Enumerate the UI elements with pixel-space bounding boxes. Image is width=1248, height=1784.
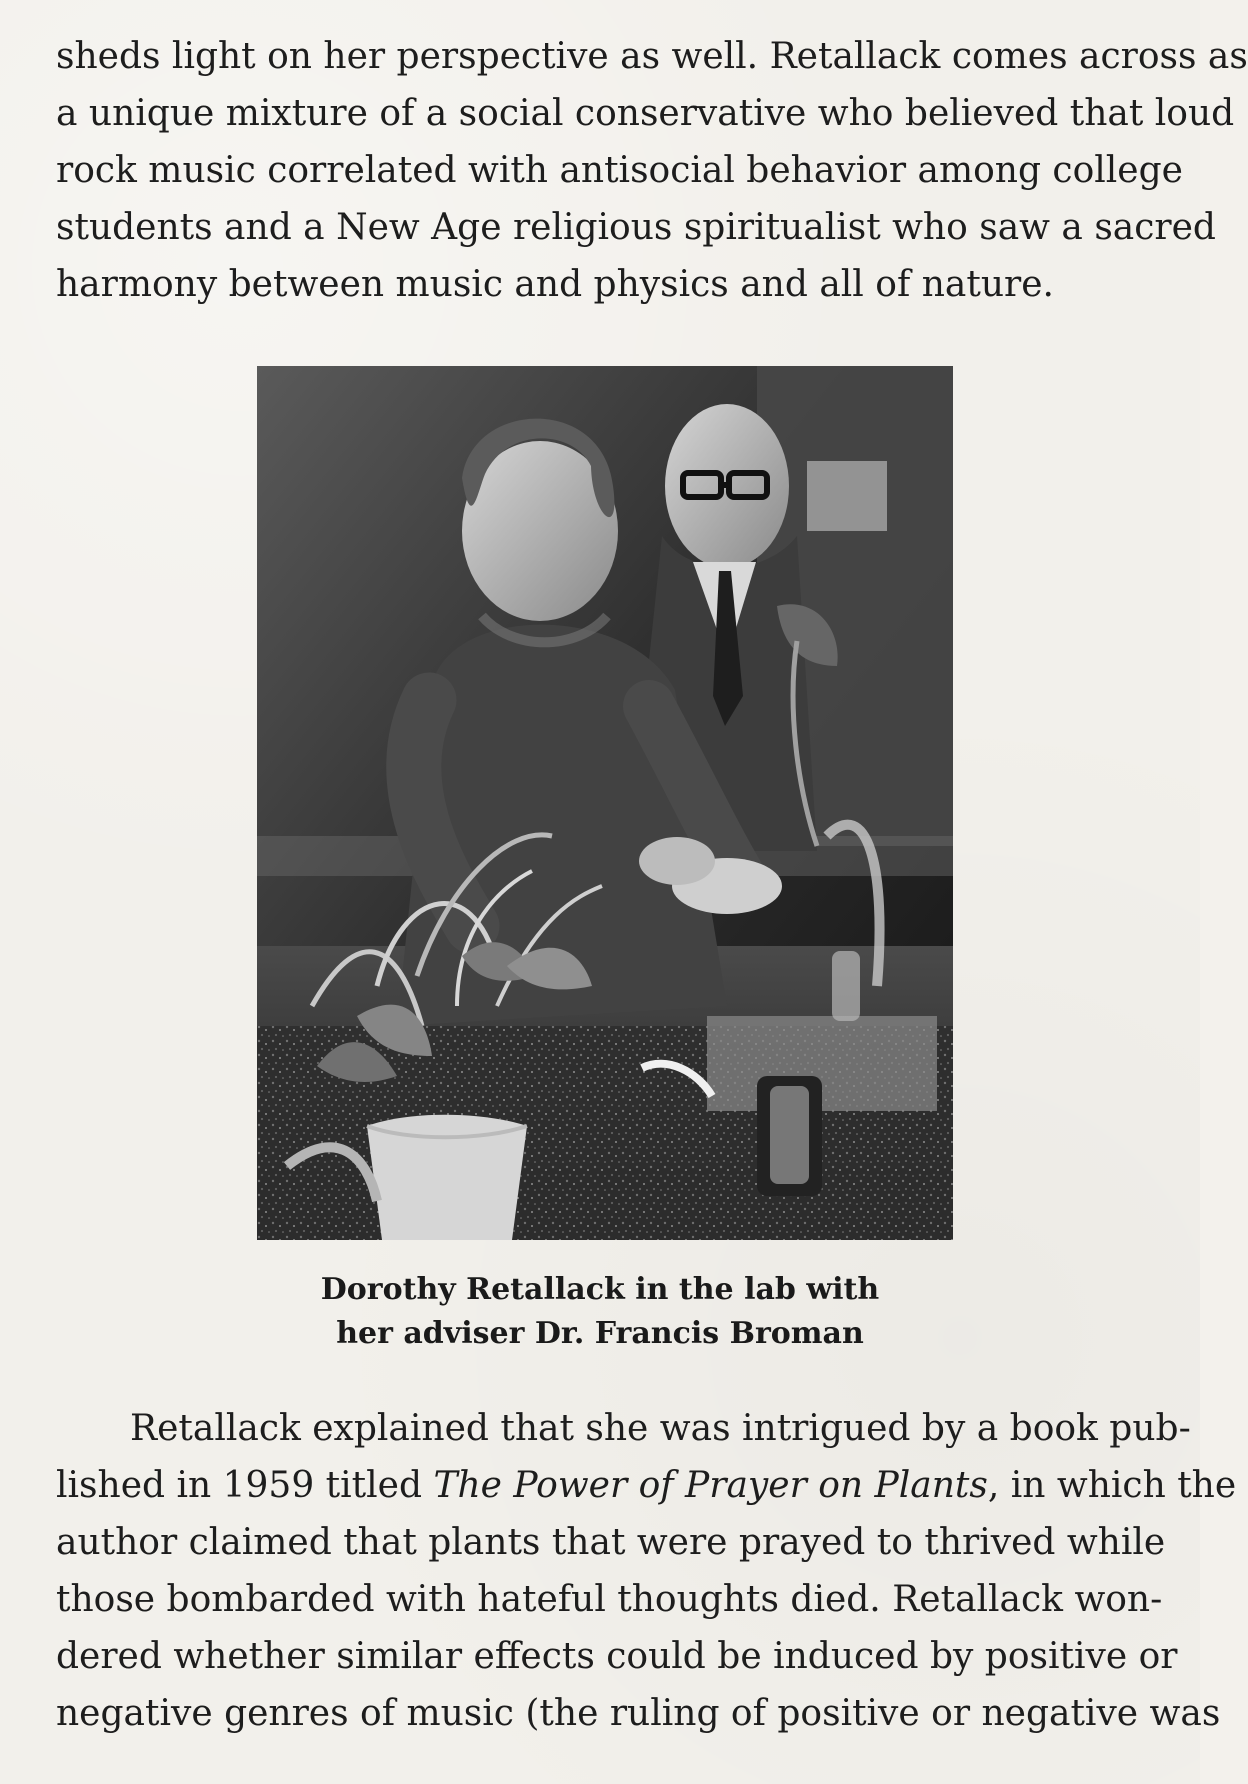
bottom-paragraph-line-6: negative genres of music (the ruling of positive or negative was bbox=[56, 1693, 1221, 1734]
top-paragraph-line-5: harmony between music and physics and all of nature. bbox=[56, 264, 1054, 305]
bottom-paragraph bbox=[56, 1400, 1237, 1742]
book-title: The Power of Prayer on Plants bbox=[433, 1465, 988, 1506]
bottom-paragraph-line-2-start: lished in 1959 titled bbox=[56, 1465, 434, 1506]
bottom-paragraph-line-2 bbox=[56, 1457, 1237, 1514]
top-paragraph bbox=[56, 28, 1248, 313]
lab-photo-illustration bbox=[257, 366, 953, 1240]
bottom-paragraph-line-4: those bombarded with hateful thoughts died. Retallack won- bbox=[56, 1579, 1163, 1620]
figure-caption-line-2: her adviser Dr. Francis Broman bbox=[336, 1316, 864, 1351]
top-paragraph-line-1: sheds light on her perspective as well. Retallack comes across as bbox=[56, 36, 1248, 77]
lab-photo bbox=[257, 366, 953, 1240]
bottom-paragraph-line-2-end: , in which the bbox=[987, 1465, 1237, 1506]
bottom-paragraph-line-5: dered whether similar effects could be induced by positive or bbox=[56, 1636, 1178, 1677]
top-paragraph-line-4: students and a New Age religious spiritualist who saw a sacred bbox=[56, 207, 1216, 248]
top-paragraph-line-3: rock music correlated with antisocial behavior among college bbox=[56, 150, 1183, 191]
top-paragraph-line-2: a unique mixture of a social conservative who believed that loud bbox=[56, 93, 1235, 134]
figure-caption-line-1: Dorothy Retallack in the lab with bbox=[320, 1272, 880, 1307]
bottom-paragraph-line-1: Retallack explained that she was intrigued by a book pub- bbox=[130, 1408, 1191, 1449]
bottom-paragraph-line-3: author claimed that plants that were prayed to thrived while bbox=[56, 1522, 1166, 1563]
